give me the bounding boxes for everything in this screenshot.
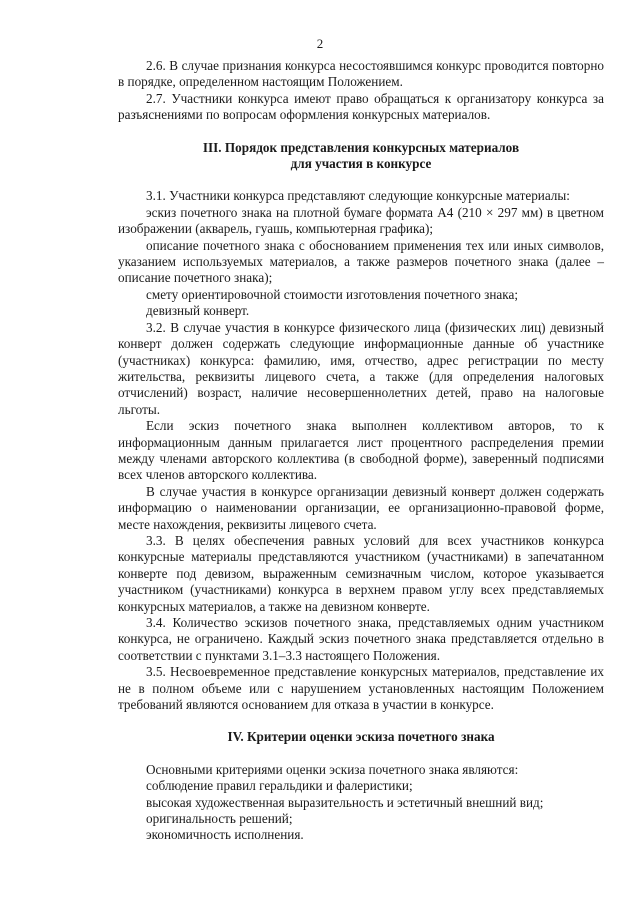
criteria-item: высокая художественная выразительность и эстетичный внешний вид;	[146, 794, 544, 810]
paragraph-3-2: 3.2. В случае участия в конкурсе физического лица (физических лиц) девизный конверт должен содержать следующие информационные данные об участнике (участниках) конкурса: фамилию, имя, отчество, адрес регистрации по месту жительства, реквизиты лицевого счета, а также (для определения налоговых отчислений) возраст, наличие несовершеннолетних детей, право на налоговые льготы.	[118, 319, 604, 417]
paragraph-3-2-organization: В случае участия в конкурсе организации девизный конверт должен содержать информацию о наименовании организации, ее организационно-правовой форме, месте нахождения, реквизиты лицевого счета.	[118, 483, 604, 532]
document-body	[118, 58, 604, 844]
paragraph-2-6: 2.6. В случае признания конкурса несостоявшимся конкурс проводится повторно в порядке, определенном настоящим Положением.	[118, 58, 604, 90]
paragraph-3-5: 3.5. Несвоевременное представление конкурсных материалов, представление их не в полном объеме или с нарушением установленных настоящим Положением требований являются основанием для отказа в участии в конкурсе.	[118, 664, 604, 713]
section-3-heading-line1: III. Порядок представления конкурсных материалов	[202, 139, 520, 155]
section-4-heading: IV. Критерии оценки эскиза почетного знака	[227, 729, 495, 745]
paragraph-3-1-item3: смету ориентировочной стоимости изготовления почетного знака;	[146, 286, 518, 302]
paragraph-3-1-item1: эскиз почетного знака на плотной бумаге формата А4 (210 × 297 мм) в цветном изображении (акварель, гуашь, компьютерная графика);	[118, 204, 604, 237]
paragraph-3-4: 3.4. Количество эскизов почетного знака, представляемых одним участником конкурса, не ограничено. Каждый эскиз почетного знака представляется отдельно в соответствии с пунктами 3.1–3.3 настоящего Положения.	[118, 615, 604, 663]
paragraph-3-1-intro: 3.1. Участники конкурса представляют следующие конкурсные материалы:	[146, 188, 570, 204]
paragraph-3-1-item2: описание почетного знака с обоснованием применения тех или иных символов, указанием используемых материалов, а также размеров почетного знака (далее – описание почетного знака);	[118, 237, 604, 286]
criteria-item: оригинальность решений;	[146, 811, 293, 827]
criteria-item: соблюдение правил геральдики и фалеристики;	[146, 778, 413, 794]
page-number: 2	[316, 36, 324, 51]
paragraph-2-7: 2.7. Участники конкурса имеют право обращаться к организатору конкурса за разъяснениями по вопросам оформления конкурсных материалов.	[118, 90, 604, 123]
criteria-item: экономичность исполнения.	[146, 827, 304, 843]
paragraph-3-1-item4: девизный конверт.	[146, 303, 250, 319]
paragraph-3-3: 3.3. В целях обеспечения равных условий для всех участников конкурса конкурсные материалы представляются участником (участниками) в запечатанном конверте под девизом, выраженным семизначным числом, которое указывается участником (участниками) конкурса в верхнем правом углу всех представляемых конкурсных материалов, а также на девизном конверте.	[118, 532, 604, 614]
section-3-heading-line2: для участия в конкурсе	[290, 156, 432, 172]
paragraph-3-2-collective: Если эскиз почетного знака выполнен коллективом авторов, то к информационным данным прилагается лист процентного распределения премии между членами авторского коллектива (в свободной форме), заверенный подписями всех членов авторского коллектива.	[118, 418, 604, 483]
section-4-intro: Основными критериями оценки эскиза почетного знака являются:	[146, 761, 519, 777]
